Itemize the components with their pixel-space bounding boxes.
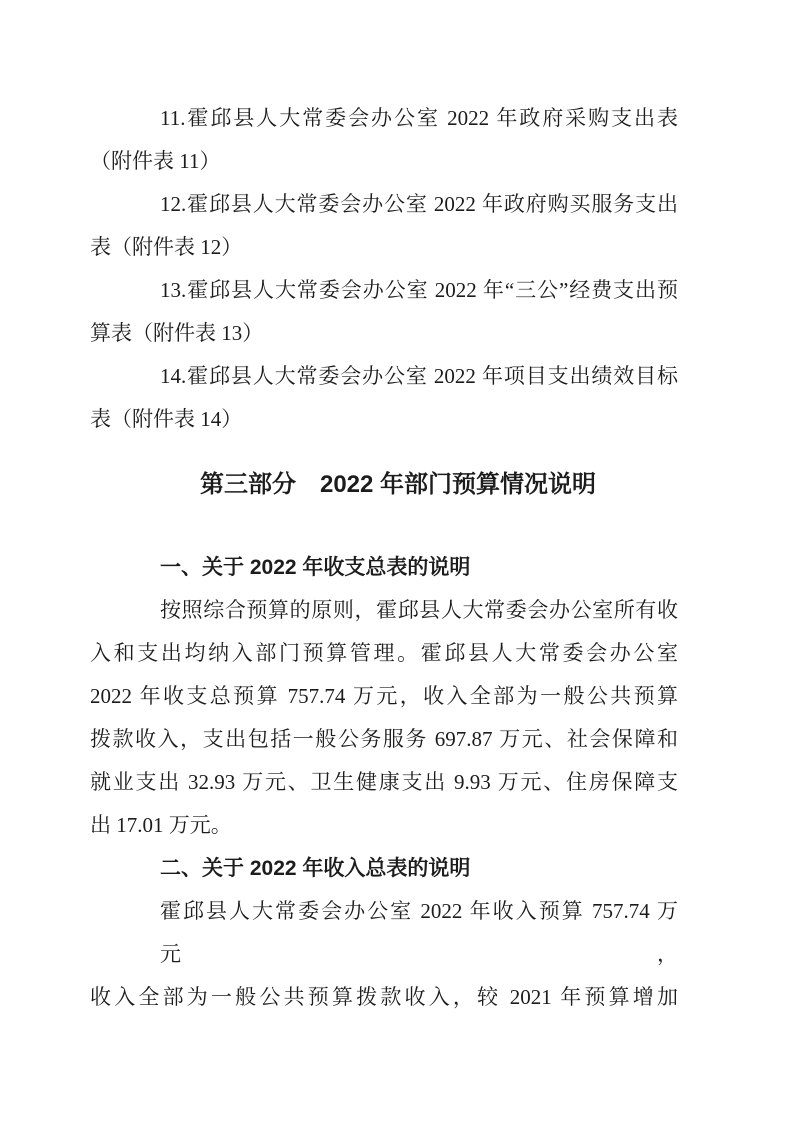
attachment-item-line: 12.霍邱县人大常委会办公室 2022 年政府购买服务支出: [160, 192, 678, 216]
part-title: 第三部分 2022 年部门预算情况说明: [199, 471, 597, 498]
paragraph-line: 出 17.01 万元。: [90, 813, 232, 837]
subsections: [90, 546, 678, 1019]
paragraph-line: 就业支出 32.93 万元、卫生健康支出 9.93 万元、住房保障支: [90, 770, 678, 794]
paragraph-line: 入和支出均纳入部门预算管理。霍邱县人大常委会办公室: [90, 641, 678, 665]
attachment-list: [90, 97, 678, 441]
paragraph-line: 2022 年收支总预算 757.74 万元，收入全部为一般公共预算: [90, 684, 678, 708]
attachment-item-line: 13.霍邱县人大常委会办公室 2022 年“三公”经费支出预: [160, 278, 678, 302]
paragraph-line: 按照综合预算的原则，霍邱县人大常委会办公室所有收: [160, 598, 678, 622]
page-content: [90, 97, 678, 1019]
attachment-item-line: 表（附件表 14）: [90, 407, 243, 431]
subsection-heading: 一、关于 2022 年收支总表的说明: [160, 556, 471, 579]
paragraph-line: 拨款收入，支出包括一般公务服务 697.87 万元、社会保障和: [90, 727, 678, 751]
attachment-item-line: 11.霍邱县人大常委会办公室 2022 年政府采购支出表: [160, 106, 678, 130]
paragraph-line: 霍邱县人大常委会办公室 2022 年收入预算 757.74 万元，: [160, 899, 678, 966]
attachment-item-line: 算表（附件表 13）: [90, 321, 264, 345]
attachment-item-line: （附件表 11）: [90, 149, 221, 173]
paragraph-line: 收入全部为一般公共预算拨款收入，较 2021 年预算增加: [90, 985, 678, 1009]
attachment-item-line: 表（附件表 12）: [90, 235, 243, 259]
attachment-item-line: 14.霍邱县人大常委会办公室 2022 年项目支出绩效目标: [160, 364, 678, 388]
subsection-heading: 二、关于 2022 年收入总表的说明: [160, 857, 471, 880]
